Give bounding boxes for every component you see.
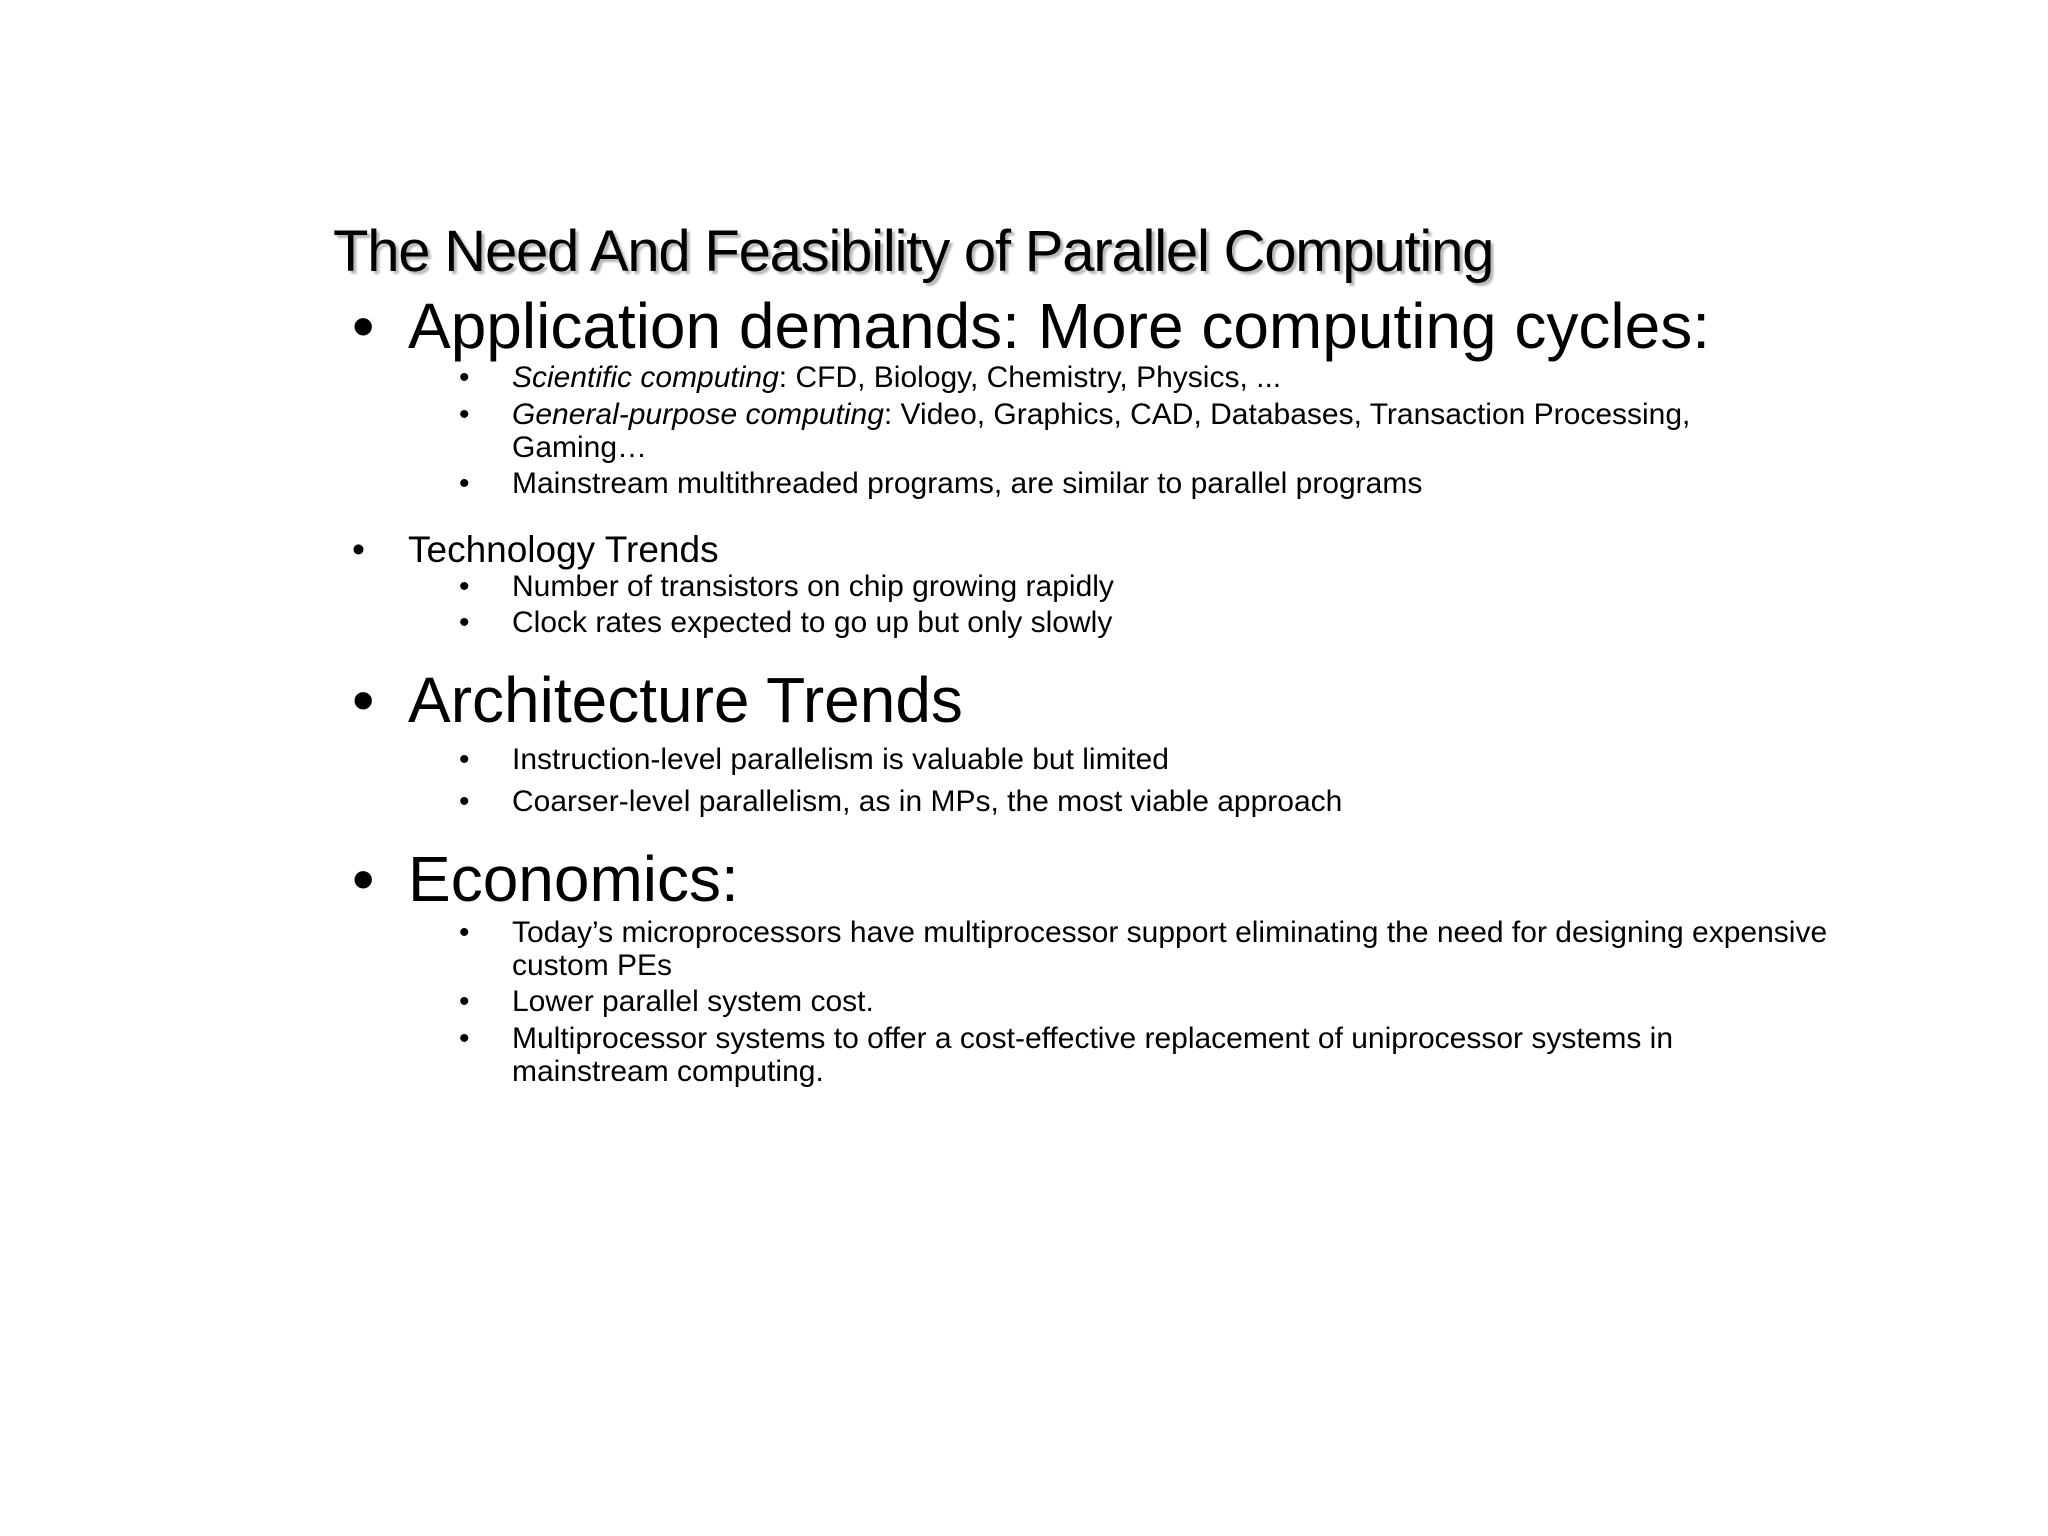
bullet-icon: • <box>459 985 470 1018</box>
list-item-text: Coarser-level parallelism, as in MPs, the most viable approach <box>512 785 1343 818</box>
bullet-icon: • <box>459 785 470 818</box>
list-item-text: : CFD, Biology, Chemistry, Physics, ... <box>778 361 1282 394</box>
bullet-icon: • <box>352 529 365 570</box>
section-heading-text: Economics: <box>408 843 739 915</box>
list-item-text: Instruction-level parallelism is valuable but limited <box>512 743 1169 776</box>
bullet-icon: • <box>352 664 375 736</box>
bullet-icon: • <box>352 290 375 362</box>
bullet-icon: • <box>459 398 470 431</box>
bullet-icon: • <box>459 1022 470 1055</box>
bullet-icon: • <box>352 843 375 915</box>
section-heading-text: Technology Trends <box>408 529 719 570</box>
list-item-lead: General-purpose computing <box>512 398 884 431</box>
bullet-icon: • <box>459 916 470 949</box>
list-item-text: Mainstream multithreaded programs, are similar to parallel programs <box>512 467 1423 500</box>
list-item-lead: Scientific computing <box>512 361 779 394</box>
section-heading-text: Architecture Trends <box>408 664 963 736</box>
list-item-text: Today’s microprocessors have multiprocessor support eliminating the need for designing expensive custom PEs <box>512 916 1828 982</box>
list-item-text: Number of transistors on chip growing rapidly <box>512 570 1114 603</box>
list-item-text: Clock rates expected to go up but only slowly <box>512 606 1113 639</box>
section-heading-text: Application demands: More computing cycles: <box>408 290 1710 362</box>
bullet-icon: • <box>459 606 470 639</box>
bullet-icon: • <box>459 467 470 500</box>
list-item-text: : Video, Graphics, CAD, Databases, Transaction Processing, Gaming… <box>512 398 1691 464</box>
bullet-icon: • <box>459 570 470 603</box>
slide-title: The Need And Feasibility of Parallel Computing <box>333 219 1494 284</box>
list-item-text: Multiprocessor systems to offer a cost-effective replacement of uniprocessor systems in mainstream computing. <box>512 1022 1674 1088</box>
bullet-icon: • <box>459 743 470 776</box>
bullet-icon: • <box>459 361 470 394</box>
list-item-text: Lower parallel system cost. <box>512 985 874 1018</box>
